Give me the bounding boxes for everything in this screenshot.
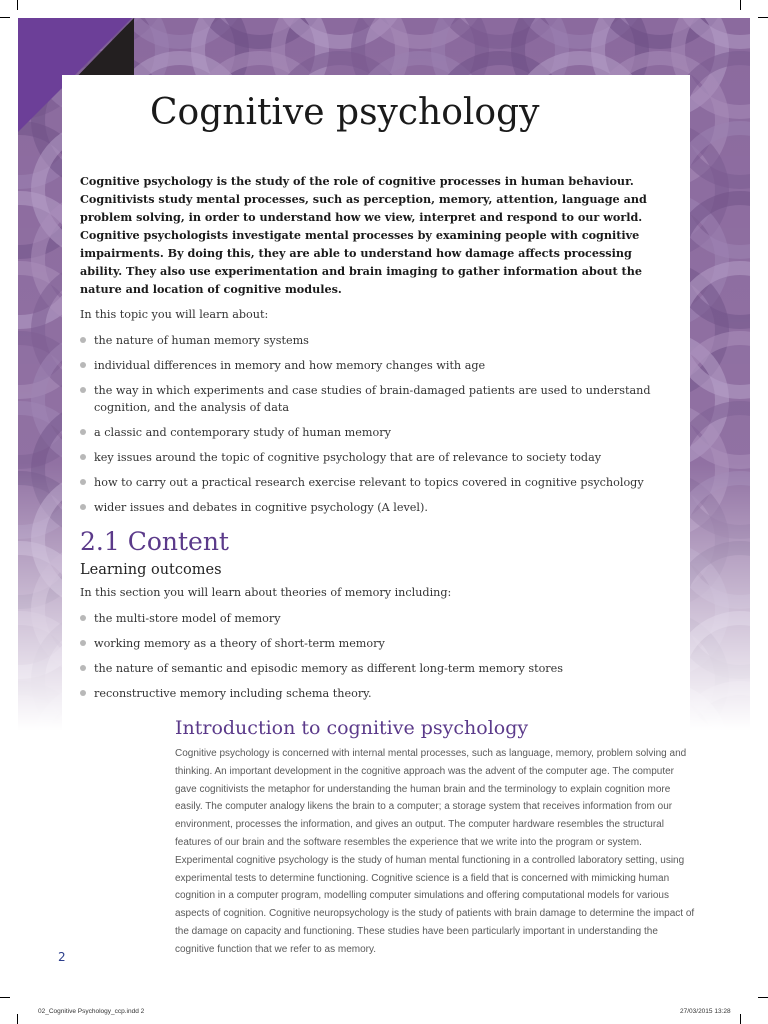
slug-file-name: 02_Cognitive Psychology_ccp.indd 2 — [38, 1008, 145, 1015]
chapter-title: Cognitive psychology — [150, 92, 540, 133]
crop-mark — [740, 1014, 741, 1024]
crop-mark — [740, 0, 741, 10]
decorative-ring — [758, 478, 768, 602]
slug-datetime: 27/03/2015 13:28 — [680, 1008, 731, 1015]
introduction-body: Cognitive psychology is concerned with internal mental processes, such as language, memory, problem solving and thinking. An important development in the cognitive approach was the advent of the computer age. The computer gave cognitivists the metaphor for understanding the human brain and the terminology to explain cognition more easily. The computer analogy likens the brain to a computer; a storage system that receives information from our environment, processes the information, and gives an output. The computer hardware resembles the structural features of our brain and the software resembles the experience that we write into the program or system. Experimental cognitive psychology is the study of human mental functioning in a controlled laboratory setting, using experimental tests to determine functioning. Cognitive science is a field that is concerned with mimicking human cognition in a computer program, modelling computer simulations and offering computational models for various aspects of cognition. Cognitive neuropsychology is the study of patients with brain damage to determine the impact of the damage on capacity and functioning. These studies have been particularly important in understanding the cognitive function that we refer to as memory. — [175, 748, 695, 955]
list-item: wider issues and debates in cognitive psychology (A level). — [80, 499, 670, 516]
crop-mark — [758, 997, 768, 998]
list-item: key issues around the topic of cognitive psychology that are of relevance to society today — [80, 449, 670, 466]
list-item: the multi-store model of memory — [80, 610, 670, 627]
section-bullet-list — [80, 610, 670, 702]
crop-mark — [17, 0, 18, 10]
list-item: the way in which experiments and case studies of brain-damaged patients are used to understand cognition, and the analysis of data — [80, 382, 670, 416]
decorative-ring — [758, 338, 768, 462]
decorative-ring — [758, 268, 768, 392]
section-heading: 2.1 Content — [80, 527, 229, 556]
crop-mark — [0, 997, 10, 998]
crop-mark — [758, 17, 768, 18]
list-item: the nature of semantic and episodic memory as different long-term memory stores — [80, 660, 670, 677]
section-lead: In this section you will learn about theories of memory including: — [80, 586, 452, 599]
decorative-ring — [758, 618, 768, 742]
list-item: how to carry out a practical research exercise relevant to topics covered in cognitive psychology — [80, 474, 670, 491]
list-item: individual differences in memory and how memory changes with age — [80, 357, 670, 374]
decorative-ring — [758, 128, 768, 252]
crop-mark — [0, 17, 10, 18]
decorative-ring — [758, 58, 768, 182]
section-subheading: Learning outcomes — [80, 562, 222, 578]
intro-paragraph: Cognitive psychology is the study of the role of cognitive processes in human behaviour. Cognitivists study mental processes, such as perception, memory, attention, language and problem solving, in order to understand how we view, interpret and respond to our world. Cognitive psychologists investigate mental processes by examining people with cognitive impairments. By doing this, they are able to understand how damage affects processing ability. They also use experimentation and brain imaging to gather information about the nature and location of cognitive modules. — [80, 174, 647, 296]
page-number: 2 — [58, 950, 66, 964]
list-item: working memory as a theory of short-term memory — [80, 635, 670, 652]
decorative-ring — [758, 548, 768, 672]
introduction-heading: Introduction to cognitive psychology — [175, 717, 529, 739]
decorative-ring — [758, 688, 768, 812]
decorative-ring — [758, 408, 768, 532]
chapter-number: 2 — [87, 94, 109, 129]
crop-mark — [17, 1014, 18, 1024]
list-item: the nature of human memory systems — [80, 332, 670, 349]
introduction-section — [175, 715, 695, 959]
list-item: a classic and contemporary study of human memory — [80, 424, 670, 441]
decorative-ring — [758, 0, 768, 42]
decorative-ring — [758, 198, 768, 322]
main-content — [80, 172, 670, 702]
topic-lead: In this topic you will learn about: — [80, 308, 269, 321]
topic-bullet-list — [80, 332, 670, 516]
list-item: reconstructive memory including schema theory. — [80, 685, 670, 702]
